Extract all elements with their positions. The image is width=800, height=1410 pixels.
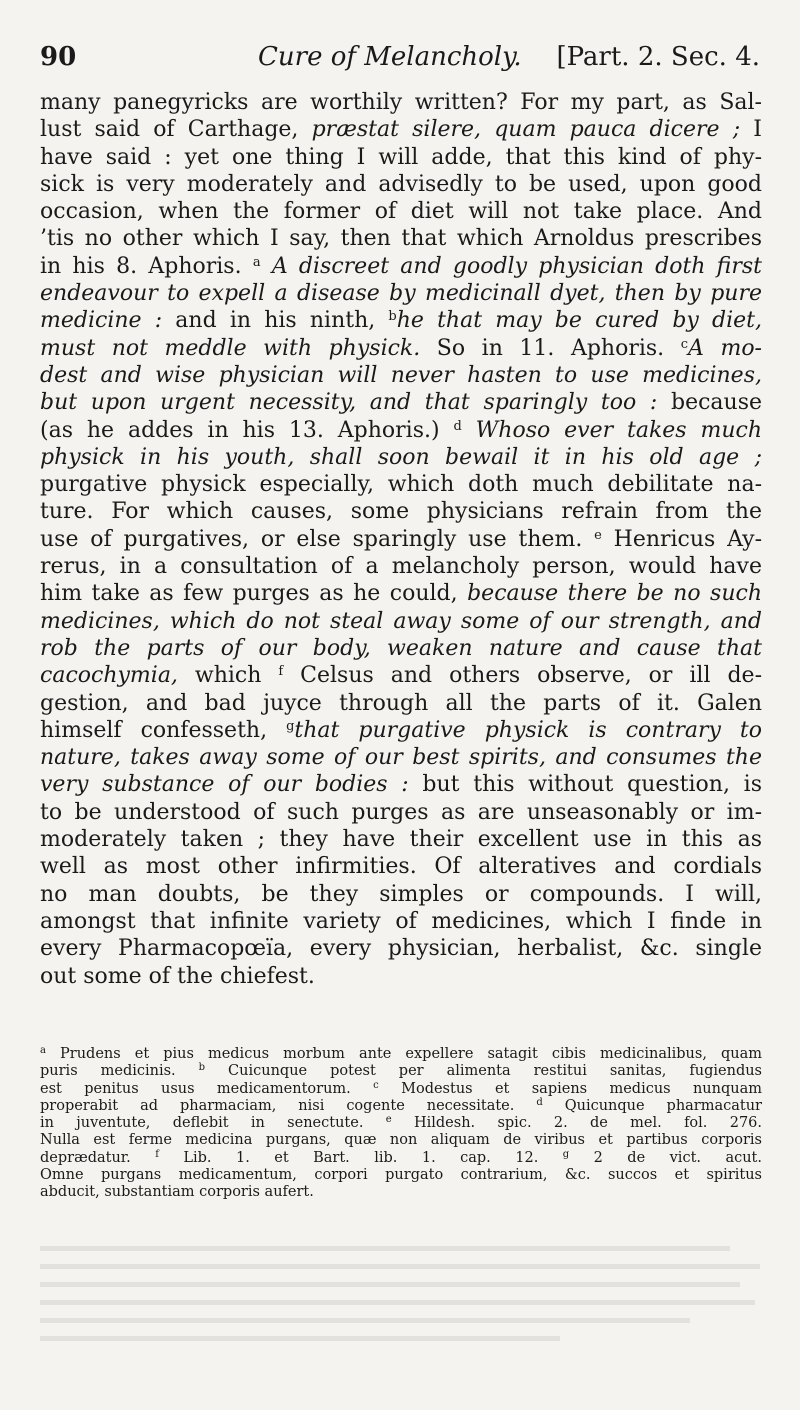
text-line: well as most other infirmities. Of alteratives and cordials xyxy=(40,854,762,880)
text-line: out some of the chiefest. xyxy=(40,963,315,989)
text-line: medicine : and in his ninth, $^b$he that may be cured by diet, xyxy=(40,308,762,334)
footnote-line: Nulla est ferme medicina purgans, quæ non aliquam de viribus et partibus corporis xyxy=(40,1132,762,1149)
footnote-ref: e xyxy=(594,527,602,543)
text-line: rob the parts of our body, weaken nature and cause that xyxy=(40,635,762,661)
text-line: purgative physick especially, which doth much debilitate na- xyxy=(40,472,762,498)
bleed-through-texture xyxy=(40,1240,762,1360)
footnote-ref: g xyxy=(286,718,295,734)
footnote-ref: a xyxy=(252,254,261,270)
text-line: sick is very moderately and advisedly to be used, upon good xyxy=(40,171,762,197)
footnote-ref: c xyxy=(680,336,689,352)
page-header xyxy=(40,40,760,74)
section-marker: [Part. 2. Sec. 4. xyxy=(556,42,760,72)
bleed-through xyxy=(40,1240,762,1365)
footnote-line: in juventute, deflebit in senectute. $^e$ Hildesh. spic. 2. de mel. fol. 276. xyxy=(40,1114,763,1132)
text-line: (as he addes in his 13. Aphoris.) $^d$ Whoso ever takes much xyxy=(40,417,763,443)
text-line: occasion, when the former of diet will not take place. And xyxy=(40,199,762,225)
text-line: have said : yet one thing I will adde, that this kind of phy- xyxy=(40,144,762,170)
footnote-line: $^a$ Prudens et pius medicus morbum ante expellere satagit cibis medicinalibus, quam xyxy=(40,1045,762,1062)
text-line: dest and wise physician will never hasten to use medicines, xyxy=(40,362,762,388)
footnote-ref: f xyxy=(278,664,284,680)
footnote-line: est penitus usus medicamentorum. $^c$ Modestus et sapiens medicus nunquam xyxy=(40,1079,762,1097)
text-line: every Pharmacopœïa, every physician, herbalist, &c. single xyxy=(40,936,762,962)
text-line: to be understood of such purges as are unseasonably or im- xyxy=(40,799,762,825)
footnote-line: abducit, substantiam corporis aufert. xyxy=(40,1184,314,1201)
text-line: must not meddle with physick. So in 11. Aphoris. $^c$A mo- xyxy=(40,335,762,361)
running-title: Cure of Melancholy. xyxy=(258,42,522,72)
footnote-line: Omne purgans medicamentum, corpori purgato contrarium, &c. succos et spiritus xyxy=(40,1167,762,1184)
footnote-ref: d xyxy=(453,418,462,434)
text-line: very substance of our bodies : but this without question, is xyxy=(40,772,762,798)
text-line: ture. For which causes, some physicians refrain from the xyxy=(40,499,762,525)
text-line: physick in his youth, shall soon bewail it in his old age ; xyxy=(40,444,762,470)
text-line: moderately taken ; they have their excellent use in this as xyxy=(40,827,762,853)
main-text xyxy=(40,89,762,990)
footnote-line: properabit ad pharmaciam, nisi cogente necessitate. $^d$ Quicunque pharmacatur xyxy=(40,1096,762,1114)
text-line: nature, takes away some of our best spirits, and consumes the xyxy=(40,745,762,771)
text-line: many panegyricks are worthily written? For my part, as Sal- xyxy=(40,90,762,115)
text-line: but upon urgent necessity, and that sparingly too : because xyxy=(40,390,763,416)
text-line: ’tis no other which I say, then that which Arnoldus prescribes xyxy=(40,226,762,252)
text-line: endeavour to expell a disease by medicinall dyet, then by pure xyxy=(40,281,762,307)
text-line: amongst that infinite variety of medicines, which I finde in xyxy=(40,908,762,934)
text-line: lust said of Carthage, præstat silere, quam pauca dicere ; I xyxy=(40,117,762,143)
footnote-line: deprædatur. $^f$ Lib. 1. et Bart. lib. 1. cap. 12. $^g$ 2 de vict. acut. xyxy=(40,1148,762,1166)
footnote-ref: b xyxy=(388,309,397,325)
text-line: rerus, in a consultation of a melancholy person, would have xyxy=(40,554,762,580)
footnote-line: puris medicinis. $^b$ Cuicunque potest per alimenta restitui sanitas, fugiendus xyxy=(40,1062,762,1080)
text-line: himself confesseth, $^g$that purgative physick is contrary to xyxy=(40,717,762,743)
text-line: in his 8. Aphoris. $^a$ A discreet and goodly physician doth first xyxy=(40,253,762,279)
text-line: him take as few purges as he could, because there be no such xyxy=(40,581,762,607)
page-number: 90 xyxy=(40,42,77,72)
footnotes xyxy=(40,1046,762,1202)
text-line: use of purgatives, or else sparingly use them. $^e$ Henricus Ay- xyxy=(40,526,762,552)
text-line: no man doubts, be they simples or compounds. I will, xyxy=(40,881,762,907)
text-line: gestion, and bad juyce through all the parts of it. Galen xyxy=(40,690,762,716)
text-line: medicines, which do not steal away some of our strength, and xyxy=(40,608,762,634)
text-line: cacochymia, which $^f$ Celsus and others observe, or ill de- xyxy=(40,663,763,689)
